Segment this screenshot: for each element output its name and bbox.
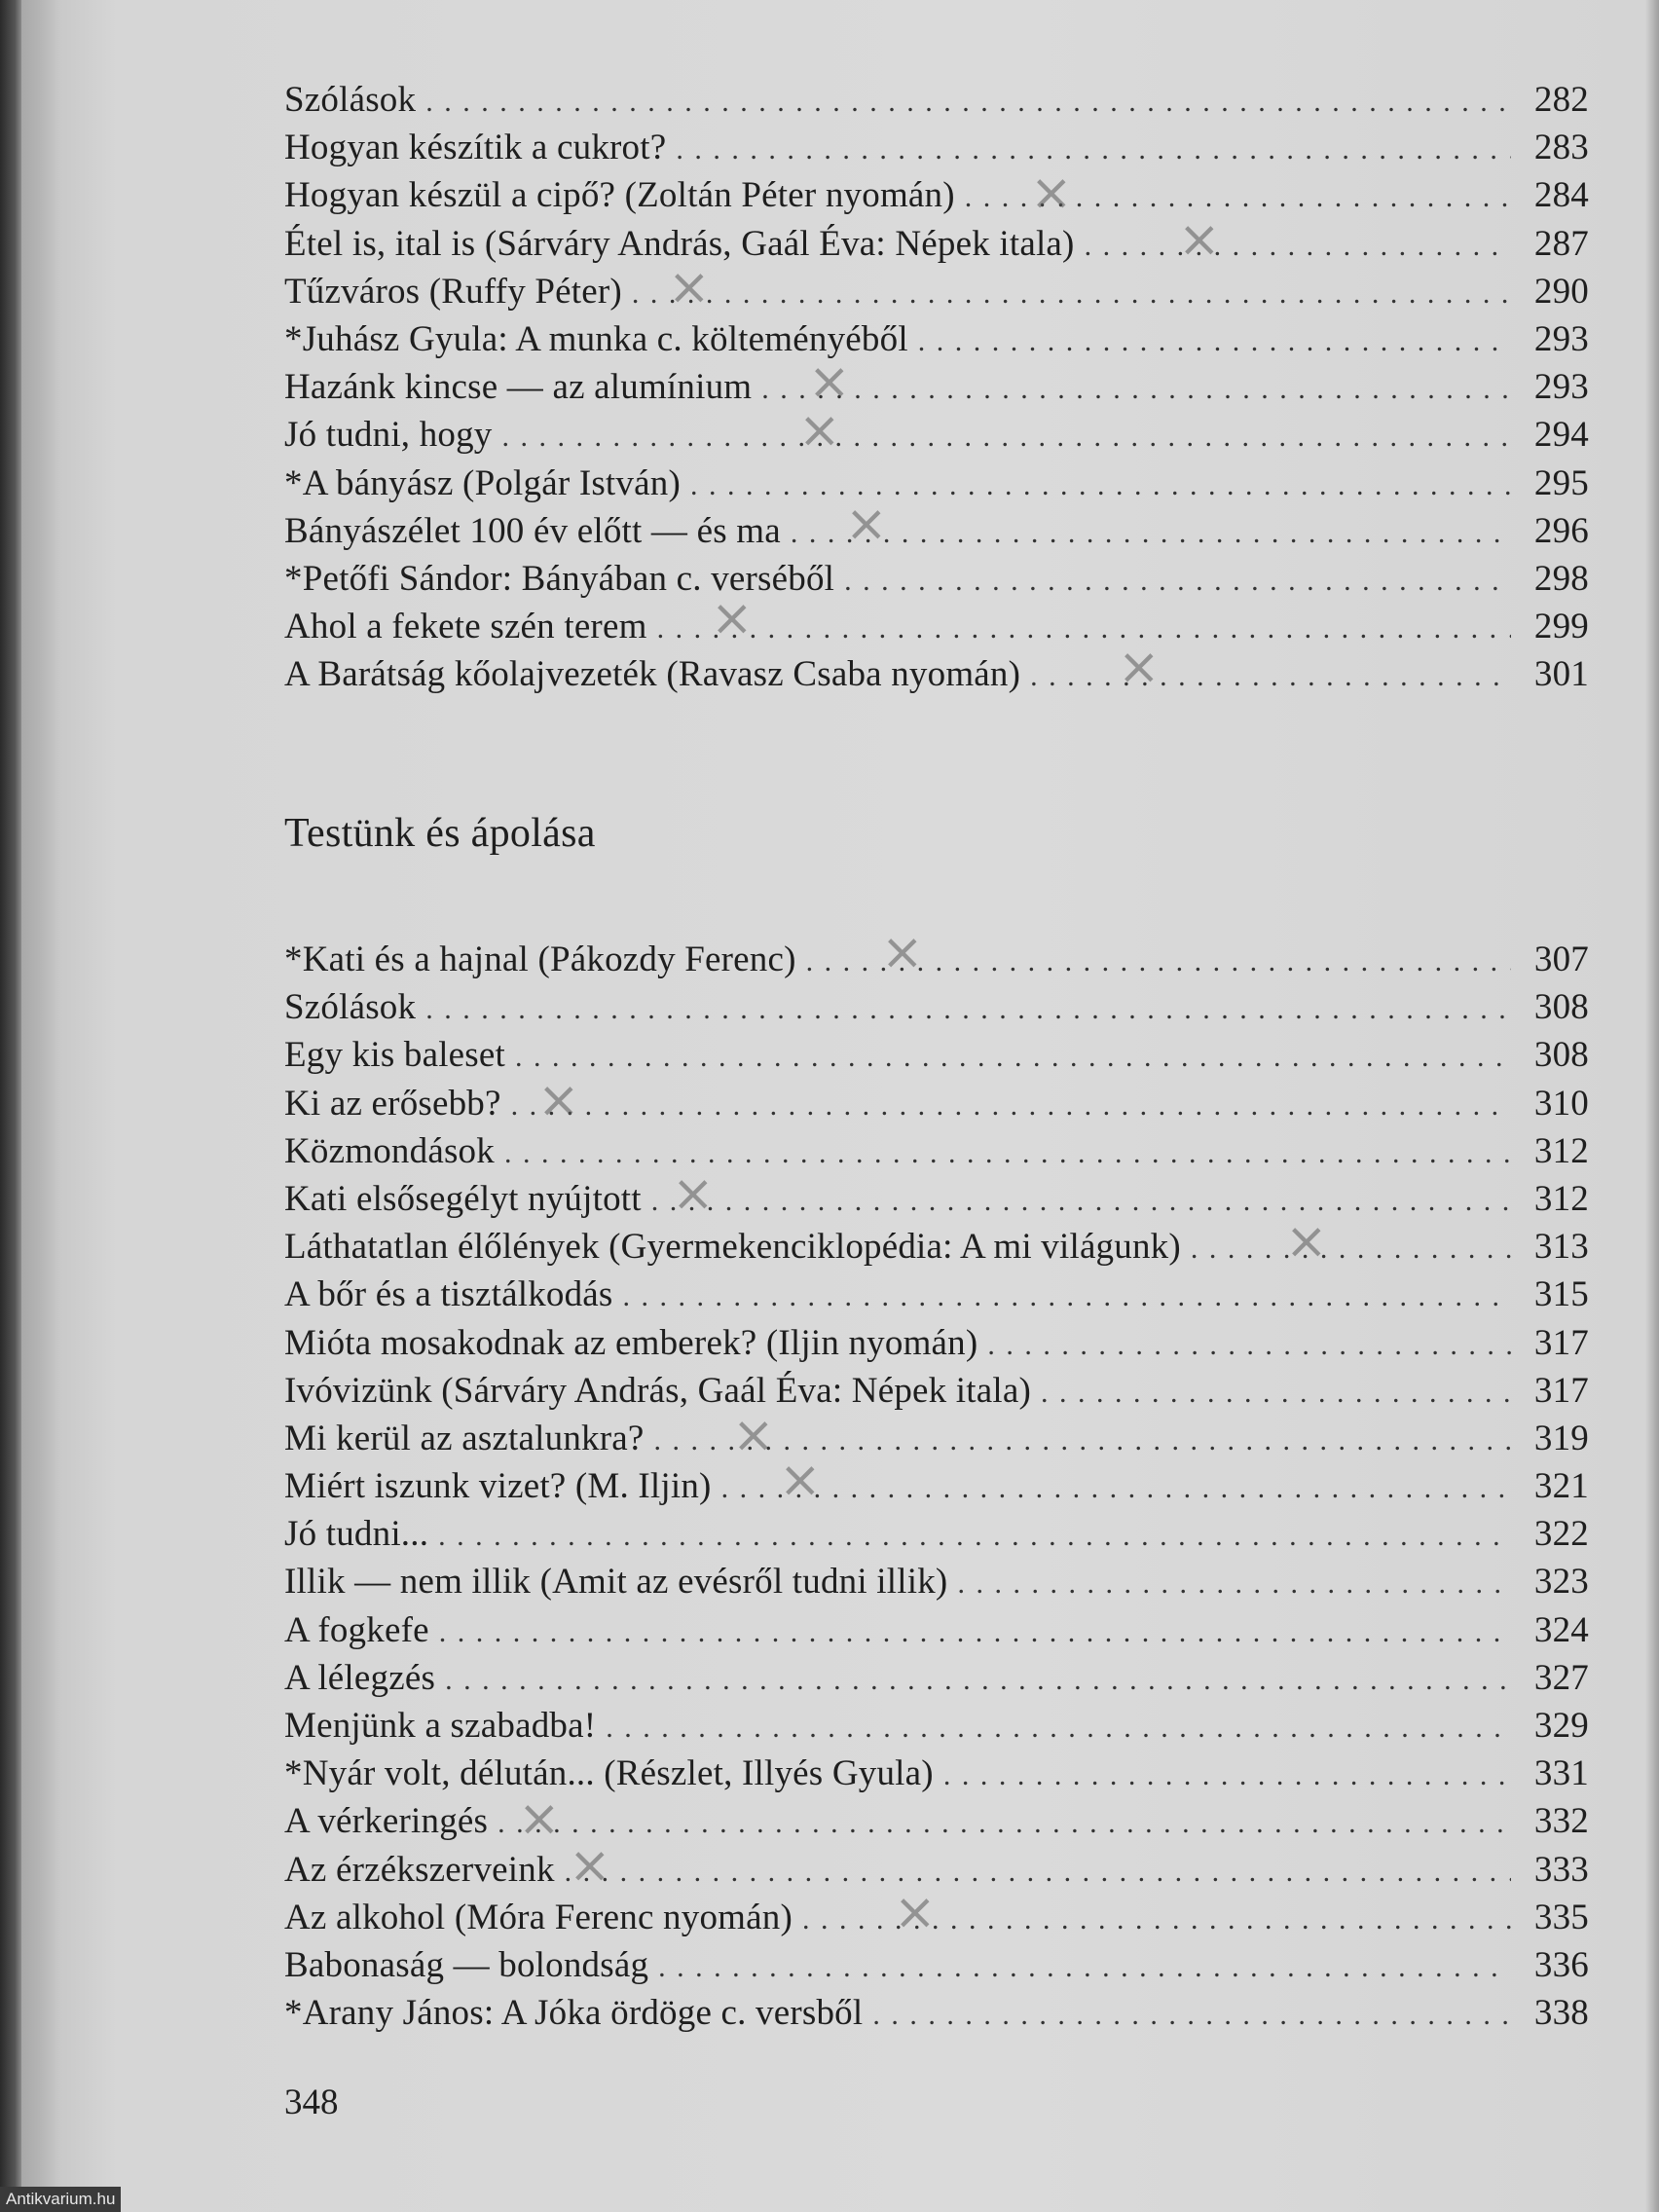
toc-entry-title: *Juhász Gyula: A munka c. költeményéből [284,318,908,359]
toc-entry-page: 293 [1533,318,1589,359]
toc-entry [284,1894,1589,1941]
toc-entry [284,1846,1589,1894]
dot-leader [1191,1225,1511,1272]
toc-entry-page: 284 [1533,175,1589,216]
page-number: 348 [284,2083,339,2122]
pencil-check-mark: × [845,495,888,553]
dot-leader [987,1321,1511,1369]
toc-entry-page: 282 [1533,80,1589,120]
toc-entry-page: 301 [1533,654,1589,695]
dot-leader [515,1033,1511,1081]
toc-entry [284,363,1589,411]
toc-entry-page: 332 [1533,1801,1589,1842]
dot-leader [657,605,1511,652]
toc-entry-page: 298 [1533,558,1589,599]
toc-entry [284,555,1589,603]
toc-entry [284,983,1589,1031]
pencil-check-mark: × [1030,164,1073,222]
pencil-check-mark: × [1178,210,1221,269]
toc-entry [284,220,1589,268]
pencil-check-mark: × [1118,638,1161,696]
toc-entry-title: *Arany János: A Jóka ördöge c. versből [284,1993,864,2034]
toc-entry [284,1989,1589,2037]
toc-entry-title: Kati elsősegélyt nyújtott [284,1178,642,1219]
toc-entry-title: Hazánk kincse — az alumínium [284,367,753,408]
pencil-check-mark: × [732,1406,775,1464]
toc-entry-title: Étel is, ital is (Sárváry András, Gaál Éva: Népek itala) [284,223,1075,264]
toc-entry [284,1941,1589,1989]
toc-entry-title: Ahol a fekete szén terem [284,607,647,647]
pencil-check-mark: × [1285,1212,1328,1271]
dot-leader [439,1608,1511,1656]
dot-leader [606,1704,1511,1751]
toc-entry-page: 312 [1533,1178,1589,1219]
toc-entry-title: Miért iszunk vizet? (M. Iljin) [284,1466,712,1507]
toc-entry-page: 317 [1533,1322,1589,1363]
toc-entry-page: 290 [1533,271,1589,312]
pencil-check-mark: × [537,1071,580,1129]
page-edge-shadow [1645,0,1659,2212]
toc-entry-page: 331 [1533,1753,1589,1794]
dot-leader [1041,1369,1511,1417]
dot-leader [1030,652,1511,700]
pencil-check-mark: × [779,1451,822,1509]
toc-entry-page: 327 [1533,1657,1589,1698]
toc-entry-page: 338 [1533,1993,1589,2034]
toc-entry-page: 329 [1533,1706,1589,1746]
toc-entry [284,1415,1589,1462]
toc-entry [284,268,1589,315]
toc-entry-page: 293 [1533,367,1589,408]
toc-entry-page: 335 [1533,1897,1589,1937]
toc-entry-title: Jó tudni, hogy [284,415,493,456]
toc-entry-title: A Barátság kőolajvezeték (Ravasz Csaba nyomán) [284,654,1021,695]
dot-leader [690,461,1511,509]
toc-entry-title: Szólások [284,80,417,120]
toc-entry-title: Mióta mosakodnak az emberek? (Iljin nyomán) [284,1322,978,1363]
toc-entry-title: *A bányász (Polgár István) [284,462,681,503]
dot-leader [957,1560,1511,1607]
toc-entry-page: 283 [1533,128,1589,168]
section-title: Testünk és ápolása [284,811,596,856]
dot-leader [918,317,1511,365]
toc-list-section [284,936,1589,2037]
toc-entry-title: A lélegzés [284,1657,436,1698]
book-spine [0,0,21,2212]
toc-entry-page: 287 [1533,223,1589,264]
toc-entry [284,1797,1589,1845]
dot-leader [425,78,1511,126]
toc-entry-page: 299 [1533,607,1589,647]
pencil-check-mark: × [672,1164,715,1223]
toc-entry [284,1702,1589,1750]
toc-entry [284,1606,1589,1654]
toc-entry [284,1223,1589,1271]
toc-entry-page: 321 [1533,1466,1589,1507]
toc-entry-page: 317 [1533,1370,1589,1411]
toc-entry [284,171,1589,219]
watermark: Antikvarium.hu [0,2187,121,2212]
toc-entry-title: *Nyár volt, délután... (Részlet, Illyés Gyula) [284,1753,934,1794]
toc-entry-title: A vérkeringés [284,1801,489,1842]
dot-leader [623,1272,1511,1320]
dot-leader [761,365,1511,413]
toc-entry-title: Az érzékszerveink [284,1849,555,1890]
toc-entry-page: 308 [1533,1035,1589,1076]
pencil-check-mark: × [894,1883,937,1941]
toc-entry-page: 336 [1533,1944,1589,1985]
dot-leader [502,413,1511,461]
dot-leader [943,1751,1511,1799]
dot-leader [791,509,1511,557]
toc-entry-title: Hogyan készítik a cukrot? [284,128,667,168]
dot-leader [445,1656,1511,1704]
toc-entry-title: Egy kis baleset [284,1035,506,1076]
toc-entry [284,76,1589,124]
dot-leader [1085,222,1511,270]
toc-entry-page: 310 [1533,1083,1589,1124]
dot-leader [425,985,1511,1033]
toc-entry-title: A fogkefe [284,1609,429,1650]
pencil-check-mark: × [668,258,711,316]
toc-entry [284,1175,1589,1223]
toc-entry [284,1367,1589,1415]
toc-entry-title: Illik — nem illik (Amit az evésről tudni illik) [284,1562,948,1603]
toc-entry-title: Bányászélet 100 év előtt — és ma [284,510,781,551]
toc-entry-page: 333 [1533,1849,1589,1890]
toc-entry-title: Láthatatlan élőlények (Gyermekenciklopédia: A mi világunk) [284,1227,1181,1268]
dot-leader [651,1177,1511,1225]
toc-entry [284,936,1589,983]
toc-entry [284,1462,1589,1510]
toc-entry [284,1654,1589,1702]
toc-entry-title: Jó tudni... [284,1514,429,1555]
toc-entry-page: 315 [1533,1274,1589,1315]
toc-entry-title: Ki az erősebb? [284,1083,501,1124]
toc-entry-title: Szólások [284,987,417,1028]
toc-entry-title: Ivóvizünk (Sárváry András, Gaál Éva: Népek itala) [284,1370,1031,1411]
toc-entry-page: 308 [1533,987,1589,1028]
toc-entry-title: Menjünk a szabadba! [284,1706,597,1746]
toc-entry-page: 324 [1533,1609,1589,1650]
toc-entry [284,1080,1589,1127]
toc-entry [284,650,1589,698]
pencil-check-mark: × [569,1836,611,1895]
dot-leader [676,126,1511,173]
toc-entry [284,1558,1589,1605]
toc-entry-page: 312 [1533,1130,1589,1171]
toc-entry [284,1319,1589,1367]
toc-entry-title: Mi kerül az asztalunkra? [284,1418,645,1458]
toc-entry [284,1750,1589,1797]
toc-entry [284,315,1589,363]
toc-entry [284,1127,1589,1175]
toc-entry-page: 319 [1533,1418,1589,1458]
toc-entry [284,124,1589,171]
dot-leader [498,1799,1511,1847]
toc-list-top [284,76,1589,698]
toc-entry-title: Közmondások [284,1130,495,1171]
toc-entry-title: Hogyan készül a cipő? (Zoltán Péter nyomán) [284,175,955,216]
dot-leader [658,1943,1511,1991]
dot-leader [721,1464,1511,1512]
toc-entry-title: Az alkohol (Móra Ferenc nyomán) [284,1897,793,1937]
toc-entry [284,1271,1589,1318]
dot-leader [511,1082,1511,1129]
dot-leader [504,1129,1511,1177]
toc-entry [284,411,1589,459]
toc-entry [284,1031,1589,1079]
toc-entry [284,507,1589,555]
toc-entry-page: 313 [1533,1227,1589,1268]
toc-entry-page: 295 [1533,462,1589,503]
toc-entry-page: 322 [1533,1514,1589,1555]
pencil-check-mark: × [518,1789,561,1848]
dot-leader [844,557,1511,605]
toc-entry-page: 296 [1533,510,1589,551]
dot-leader [438,1512,1511,1560]
pencil-check-mark: × [808,352,851,411]
dot-leader [872,1991,1511,2039]
toc-entry [284,1510,1589,1558]
toc-entry-title: Tűzváros (Ruffy Péter) [284,271,622,312]
toc-entry-page: 307 [1533,940,1589,979]
toc-entry-title: *Kati és a hajnal (Pákozdy Ferenc) [284,940,796,979]
pencil-check-mark: × [881,923,924,981]
toc-entry-title: Babonaság — bolondság [284,1944,649,1985]
toc-entry [284,460,1589,507]
pencil-check-mark: × [711,589,754,647]
toc-entry-page: 294 [1533,415,1589,456]
dot-leader [565,1848,1511,1896]
pencil-check-mark: × [798,401,841,460]
dot-leader [632,270,1511,317]
toc-entry-title: *Petőfi Sándor: Bányában c. verséből [284,558,835,599]
toc-entry-title: A bőr és a tisztálkodás [284,1274,613,1315]
toc-entry [284,603,1589,650]
toc-entry-page: 323 [1533,1562,1589,1603]
